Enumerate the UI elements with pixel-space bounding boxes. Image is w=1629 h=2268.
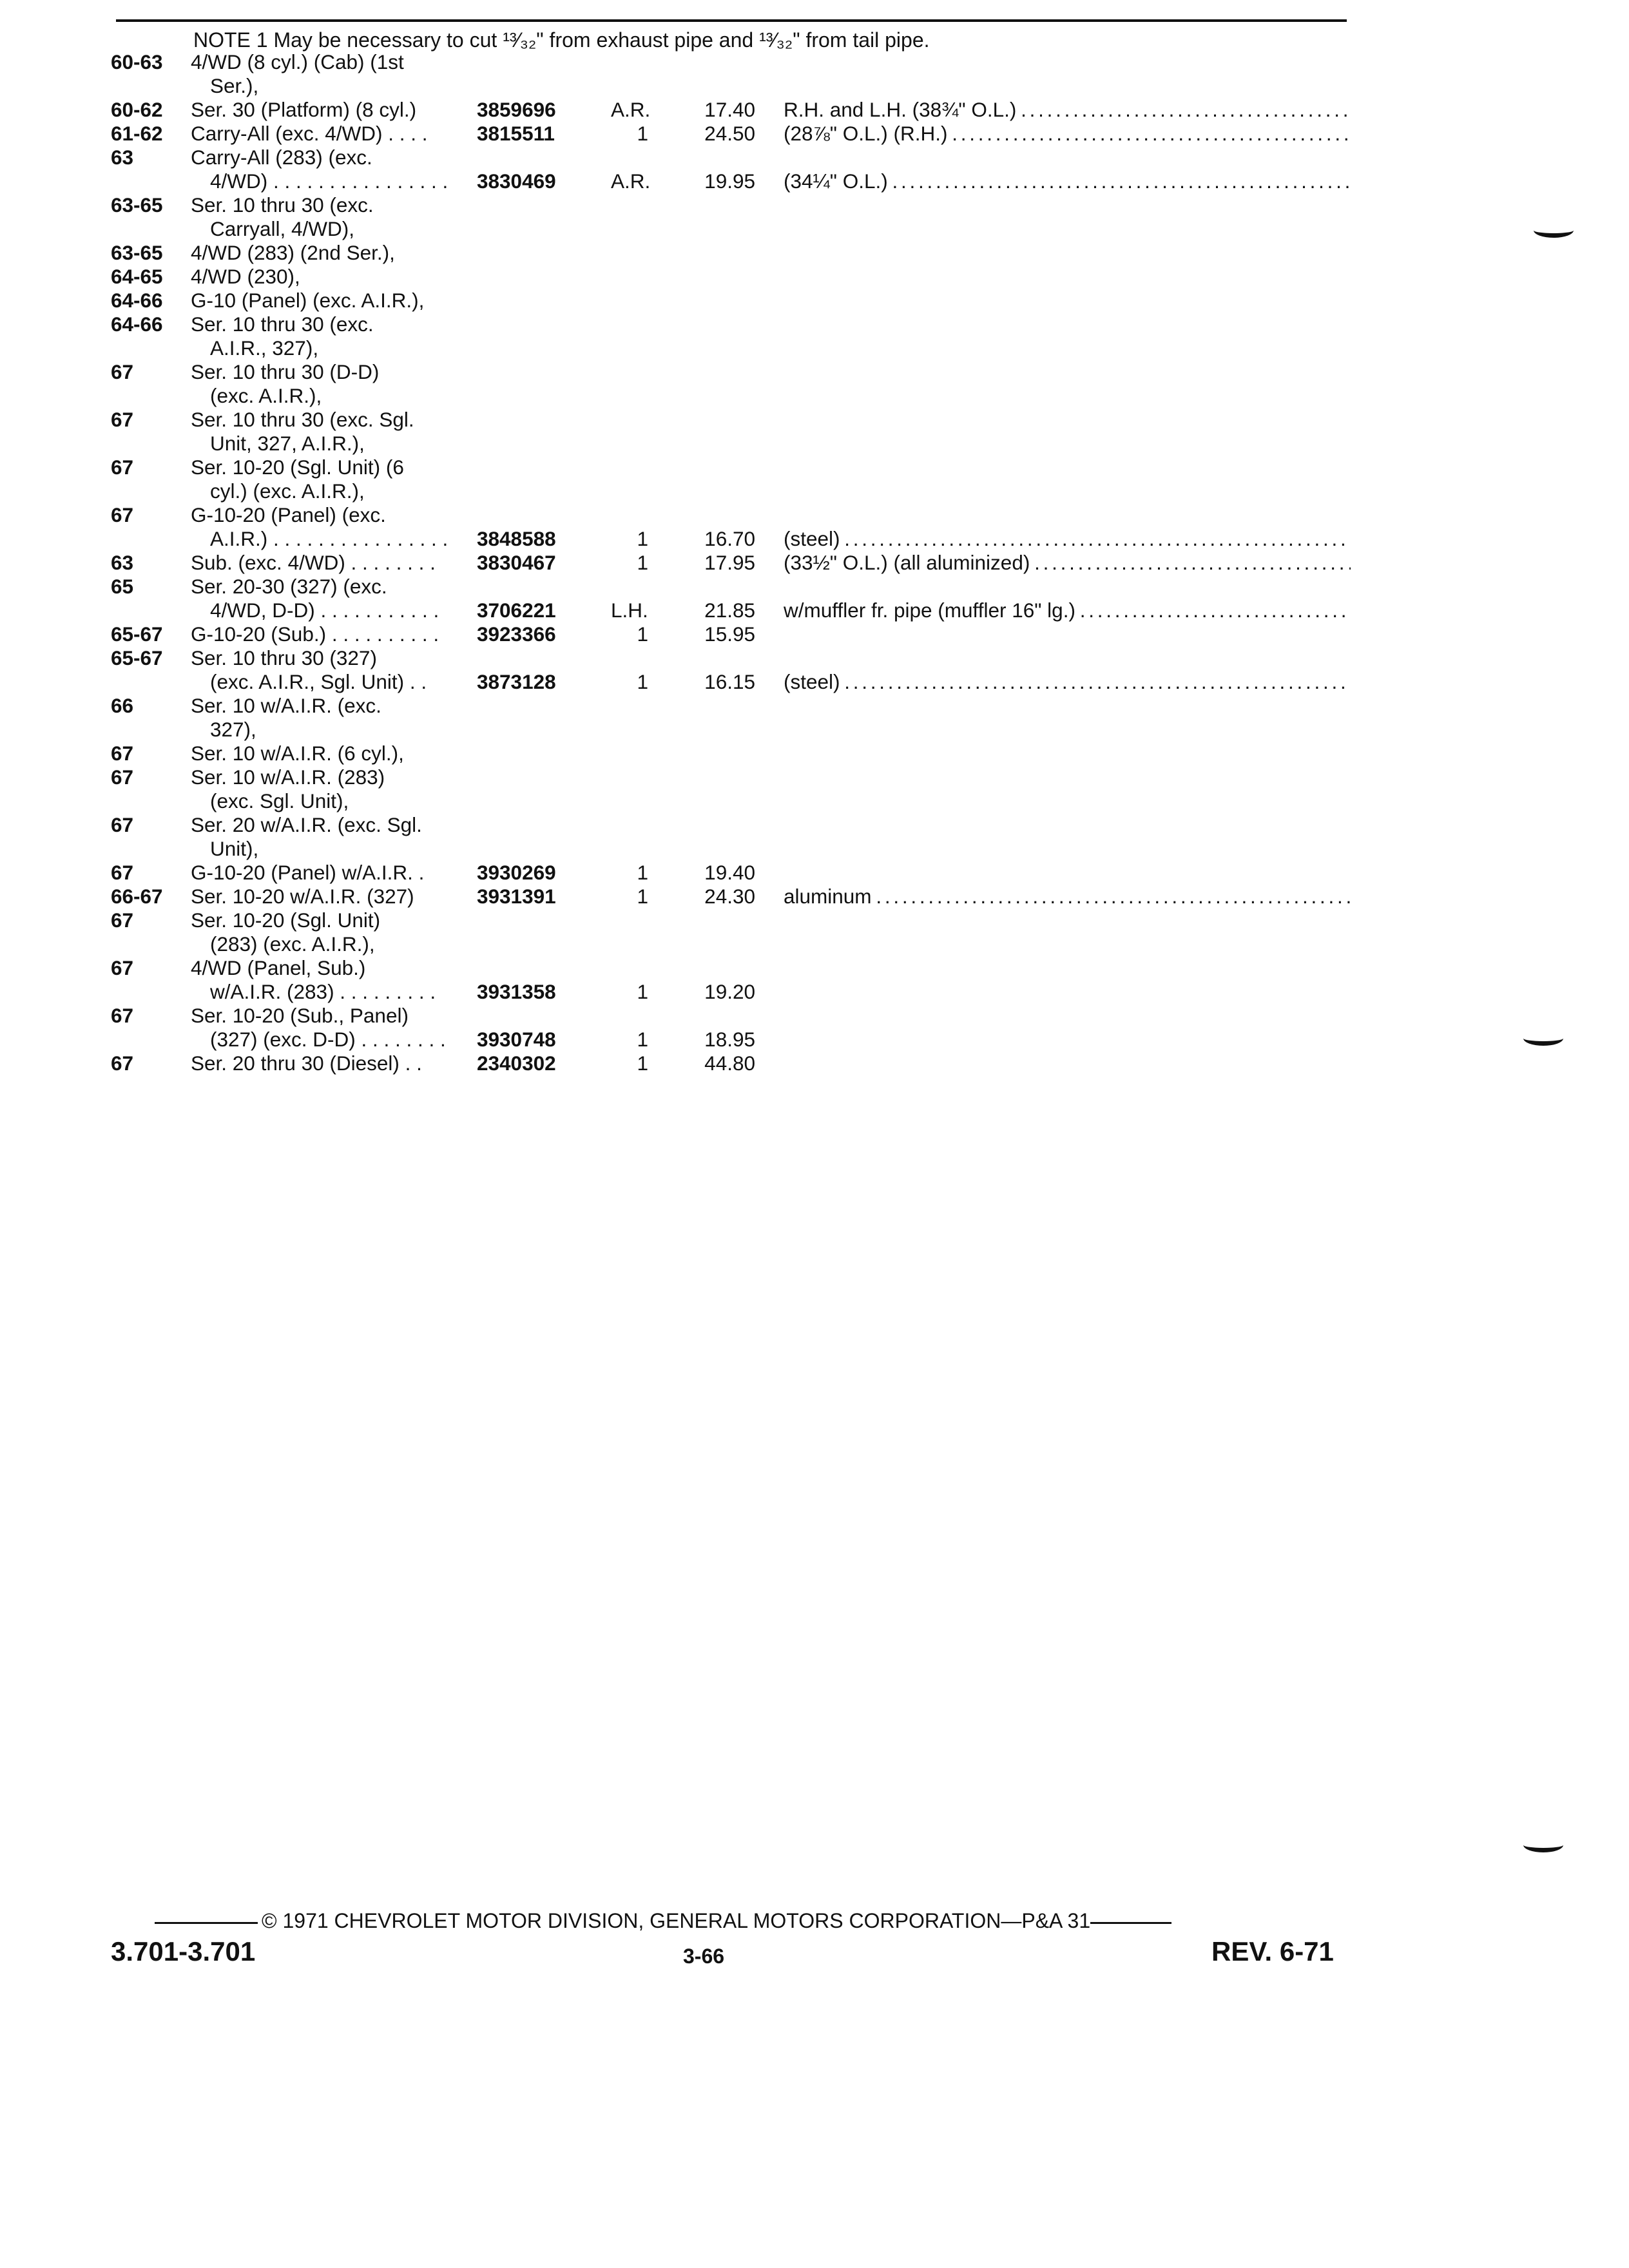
description-cell: 4/WD (230), (191, 265, 300, 288)
description-cell: 4/WD (283) (2nd Ser.), (191, 241, 395, 264)
description-cell: 327), (210, 718, 256, 741)
description-cell: A.I.R.) . . . . . . . . . . . . . . . . (210, 527, 448, 550)
year-cell: 63-65 (111, 241, 163, 264)
year-cell: 67 (111, 742, 134, 765)
description-cell: 4/WD (8 cyl.) (Cab) (1st (191, 50, 404, 73)
part-number-cell: 3931391 (477, 885, 556, 908)
description-cell: Ser. 10 thru 30 (exc. (191, 312, 374, 336)
year-cell: 64-65 (111, 265, 163, 288)
quantity-cell: 1 (637, 551, 648, 574)
quantity-cell: 1 (637, 670, 648, 693)
year-cell: 67 (111, 765, 134, 789)
description-cell: (283) (exc. A.I.R.), (210, 932, 375, 956)
year-cell: 67 (111, 360, 134, 383)
quantity-cell: 1 (637, 885, 648, 908)
description-cell: A.I.R., 327), (210, 336, 319, 360)
remarks-cell: (33½" O.L.) (all aluminized) . . . (784, 551, 1351, 575)
price-cell: 19.20 (704, 980, 755, 1003)
description-cell: (exc. A.I.R.), (210, 384, 322, 407)
part-number-cell: 3830469 (477, 169, 556, 193)
copyright-text: © 1971 CHEVROLET MOTOR DIVISION, GENERAL MOTORS CORPORATION—P&A 31 (262, 1909, 1091, 1932)
year-cell: 67 (111, 503, 134, 526)
year-cell: 60-62 (111, 98, 163, 121)
description-cell: Sub. (exc. 4/WD) . . . . . . . . (191, 551, 436, 574)
description-cell: (exc. A.I.R., Sgl. Unit) . . (210, 670, 427, 693)
year-cell: 65-67 (111, 622, 163, 646)
year-cell: 67 (111, 456, 134, 479)
part-number-cell: 3706221 (477, 599, 556, 622)
description-cell: Ser. 10-20 (Sub., Panel) (191, 1004, 409, 1027)
year-cell: 67 (111, 861, 134, 884)
year-cell: 65 (111, 575, 134, 598)
description-cell: Carry-All (283) (exc. (191, 146, 372, 169)
description-cell: Ser. 20-30 (327) (exc. (191, 575, 387, 598)
description-cell: Ser. 10 thru 30 (D-D) (191, 360, 380, 383)
description-cell: Ser. 30 (Platform) (8 cyl.) (191, 98, 417, 121)
price-cell: 19.95 (704, 169, 755, 193)
description-cell: Ser. 10 thru 30 (327) (191, 646, 377, 669)
description-cell: Ser. 10 thru 30 (exc. Sgl. (191, 408, 414, 431)
description-cell: Ser. 10 w/A.I.R. (6 cyl.), (191, 742, 404, 765)
description-cell: Ser. 20 w/A.I.R. (exc. Sgl. (191, 813, 422, 836)
description-cell: G-10-20 (Sub.) . . . . . . . . . . (191, 622, 439, 646)
binder-hole-mark (1523, 1838, 1563, 1852)
year-cell: 63 (111, 146, 134, 169)
description-cell: Ser.), (210, 74, 259, 97)
remarks-cell: (steel) . . . (784, 527, 1351, 551)
year-cell: 66-67 (111, 885, 163, 908)
description-cell: G-10-20 (Panel) (exc. (191, 503, 386, 526)
price-cell: 16.15 (704, 670, 755, 693)
price-cell: 15.95 (704, 622, 755, 646)
description-cell: 4/WD) . . . . . . . . . . . . . . . . (210, 169, 448, 193)
description-cell: Ser. 10 w/A.I.R. (283) (191, 765, 385, 789)
description-cell: 4/WD, D-D) . . . . . . . . . . . (210, 599, 439, 622)
part-number-cell: 3830467 (477, 551, 556, 574)
price-cell: 24.50 (704, 122, 755, 145)
quantity-cell: A.R. (611, 98, 651, 121)
quantity-cell: 1 (637, 622, 648, 646)
year-cell: 67 (111, 908, 134, 932)
description-cell: Ser. 10-20 w/A.I.R. (327) (191, 885, 414, 908)
quantity-cell: 1 (637, 980, 648, 1003)
quantity-cell: 1 (637, 1028, 648, 1051)
copyright-rule-right (1090, 1922, 1171, 1924)
description-cell: Carry-All (exc. 4/WD) . . . . (191, 122, 428, 145)
part-number-cell: 3859696 (477, 98, 556, 121)
quantity-cell: 1 (637, 861, 648, 884)
description-cell: Ser. 10 w/A.I.R. (exc. (191, 694, 381, 717)
year-cell: 66 (111, 694, 134, 717)
binder-hole-mark (1523, 1031, 1563, 1046)
price-cell: 16.70 (704, 527, 755, 550)
year-cell: 67 (111, 408, 134, 431)
part-number-cell: 3931358 (477, 980, 556, 1003)
page-number: 3-66 (683, 1945, 725, 1968)
description-cell: Ser. 10-20 (Sgl. Unit) (6 (191, 456, 404, 479)
copyright-line (155, 1909, 1347, 1933)
description-cell: Unit), (210, 837, 259, 860)
remarks-cell: R.H. and L.H. (38¾" O.L.) . . . (784, 98, 1351, 122)
part-number-cell: 3848588 (477, 527, 556, 550)
price-cell: 18.95 (704, 1028, 755, 1051)
year-cell: 61-62 (111, 122, 163, 145)
year-cell: 63-65 (111, 193, 163, 216)
year-cell: 60-63 (111, 50, 163, 73)
remarks-cell: (steel) . . . (784, 670, 1351, 694)
copyright-rule-left (155, 1922, 258, 1924)
description-cell: G-10 (Panel) (exc. A.I.R.), (191, 289, 425, 312)
top-rule (116, 19, 1347, 22)
description-cell: Unit, 327, A.I.R.), (210, 432, 365, 455)
section-number: 3.701-3.701 (111, 1936, 256, 1966)
remarks-cell: aluminum . . . (784, 885, 1351, 908)
description-cell: Carryall, 4/WD), (210, 217, 355, 240)
revision-date: REV. 6-71 (1211, 1936, 1334, 1966)
quantity-cell: A.R. (611, 169, 651, 193)
price-cell: 24.30 (704, 885, 755, 908)
remarks-cell: (28⅞" O.L.) (R.H.) . . . (784, 122, 1351, 146)
description-cell: Ser. 10 thru 30 (exc. (191, 193, 374, 216)
year-cell: 65-67 (111, 646, 163, 669)
price-cell: 19.40 (704, 861, 755, 884)
price-cell: 17.40 (704, 98, 755, 121)
year-cell: 67 (111, 956, 134, 979)
quantity-cell: 1 (637, 527, 648, 550)
remarks-cell: (34¼" O.L.) . . . (784, 169, 1351, 193)
year-cell: 67 (111, 813, 134, 836)
description-cell: cyl.) (exc. A.I.R.), (210, 479, 365, 503)
part-number-cell: 3873128 (477, 670, 556, 693)
part-number-cell: 3815511 (477, 122, 555, 145)
remarks-cell: w/muffler fr. pipe (muffler 16" lg.) . . . (784, 599, 1351, 622)
quantity-cell: L.H. (611, 599, 648, 622)
binder-hole-mark (1534, 223, 1574, 238)
description-cell: w/A.I.R. (283) . . . . . . . . . (210, 980, 436, 1003)
part-number-cell: 2340302 (477, 1052, 556, 1075)
year-cell: 64-66 (111, 312, 163, 336)
year-cell: 63 (111, 551, 134, 574)
year-cell: 64-66 (111, 289, 163, 312)
description-cell: Ser. 20 thru 30 (Diesel) . . (191, 1052, 422, 1075)
quantity-cell: 1 (637, 122, 648, 145)
part-number-cell: 3930748 (477, 1028, 556, 1051)
note-text: NOTE 1 May be necessary to cut ¹³⁄₃₂" from exhaust pipe and ¹³⁄₃₂" from tail pipe. (193, 28, 930, 52)
description-cell: G-10-20 (Panel) w/A.I.R. . (191, 861, 425, 884)
description-cell: 4/WD (Panel, Sub.) (191, 956, 366, 979)
description-cell: (327) (exc. D-D) . . . . . . . . (210, 1028, 446, 1051)
part-number-cell: 3930269 (477, 861, 556, 884)
description-cell: Ser. 10-20 (Sgl. Unit) (191, 908, 381, 932)
year-cell: 67 (111, 1004, 134, 1027)
price-cell: 44.80 (704, 1052, 755, 1075)
quantity-cell: 1 (637, 1052, 648, 1075)
price-cell: 21.85 (704, 599, 755, 622)
part-number-cell: 3923366 (477, 622, 556, 646)
description-cell: (exc. Sgl. Unit), (210, 789, 349, 812)
price-cell: 17.95 (704, 551, 755, 574)
year-cell: 67 (111, 1052, 134, 1075)
